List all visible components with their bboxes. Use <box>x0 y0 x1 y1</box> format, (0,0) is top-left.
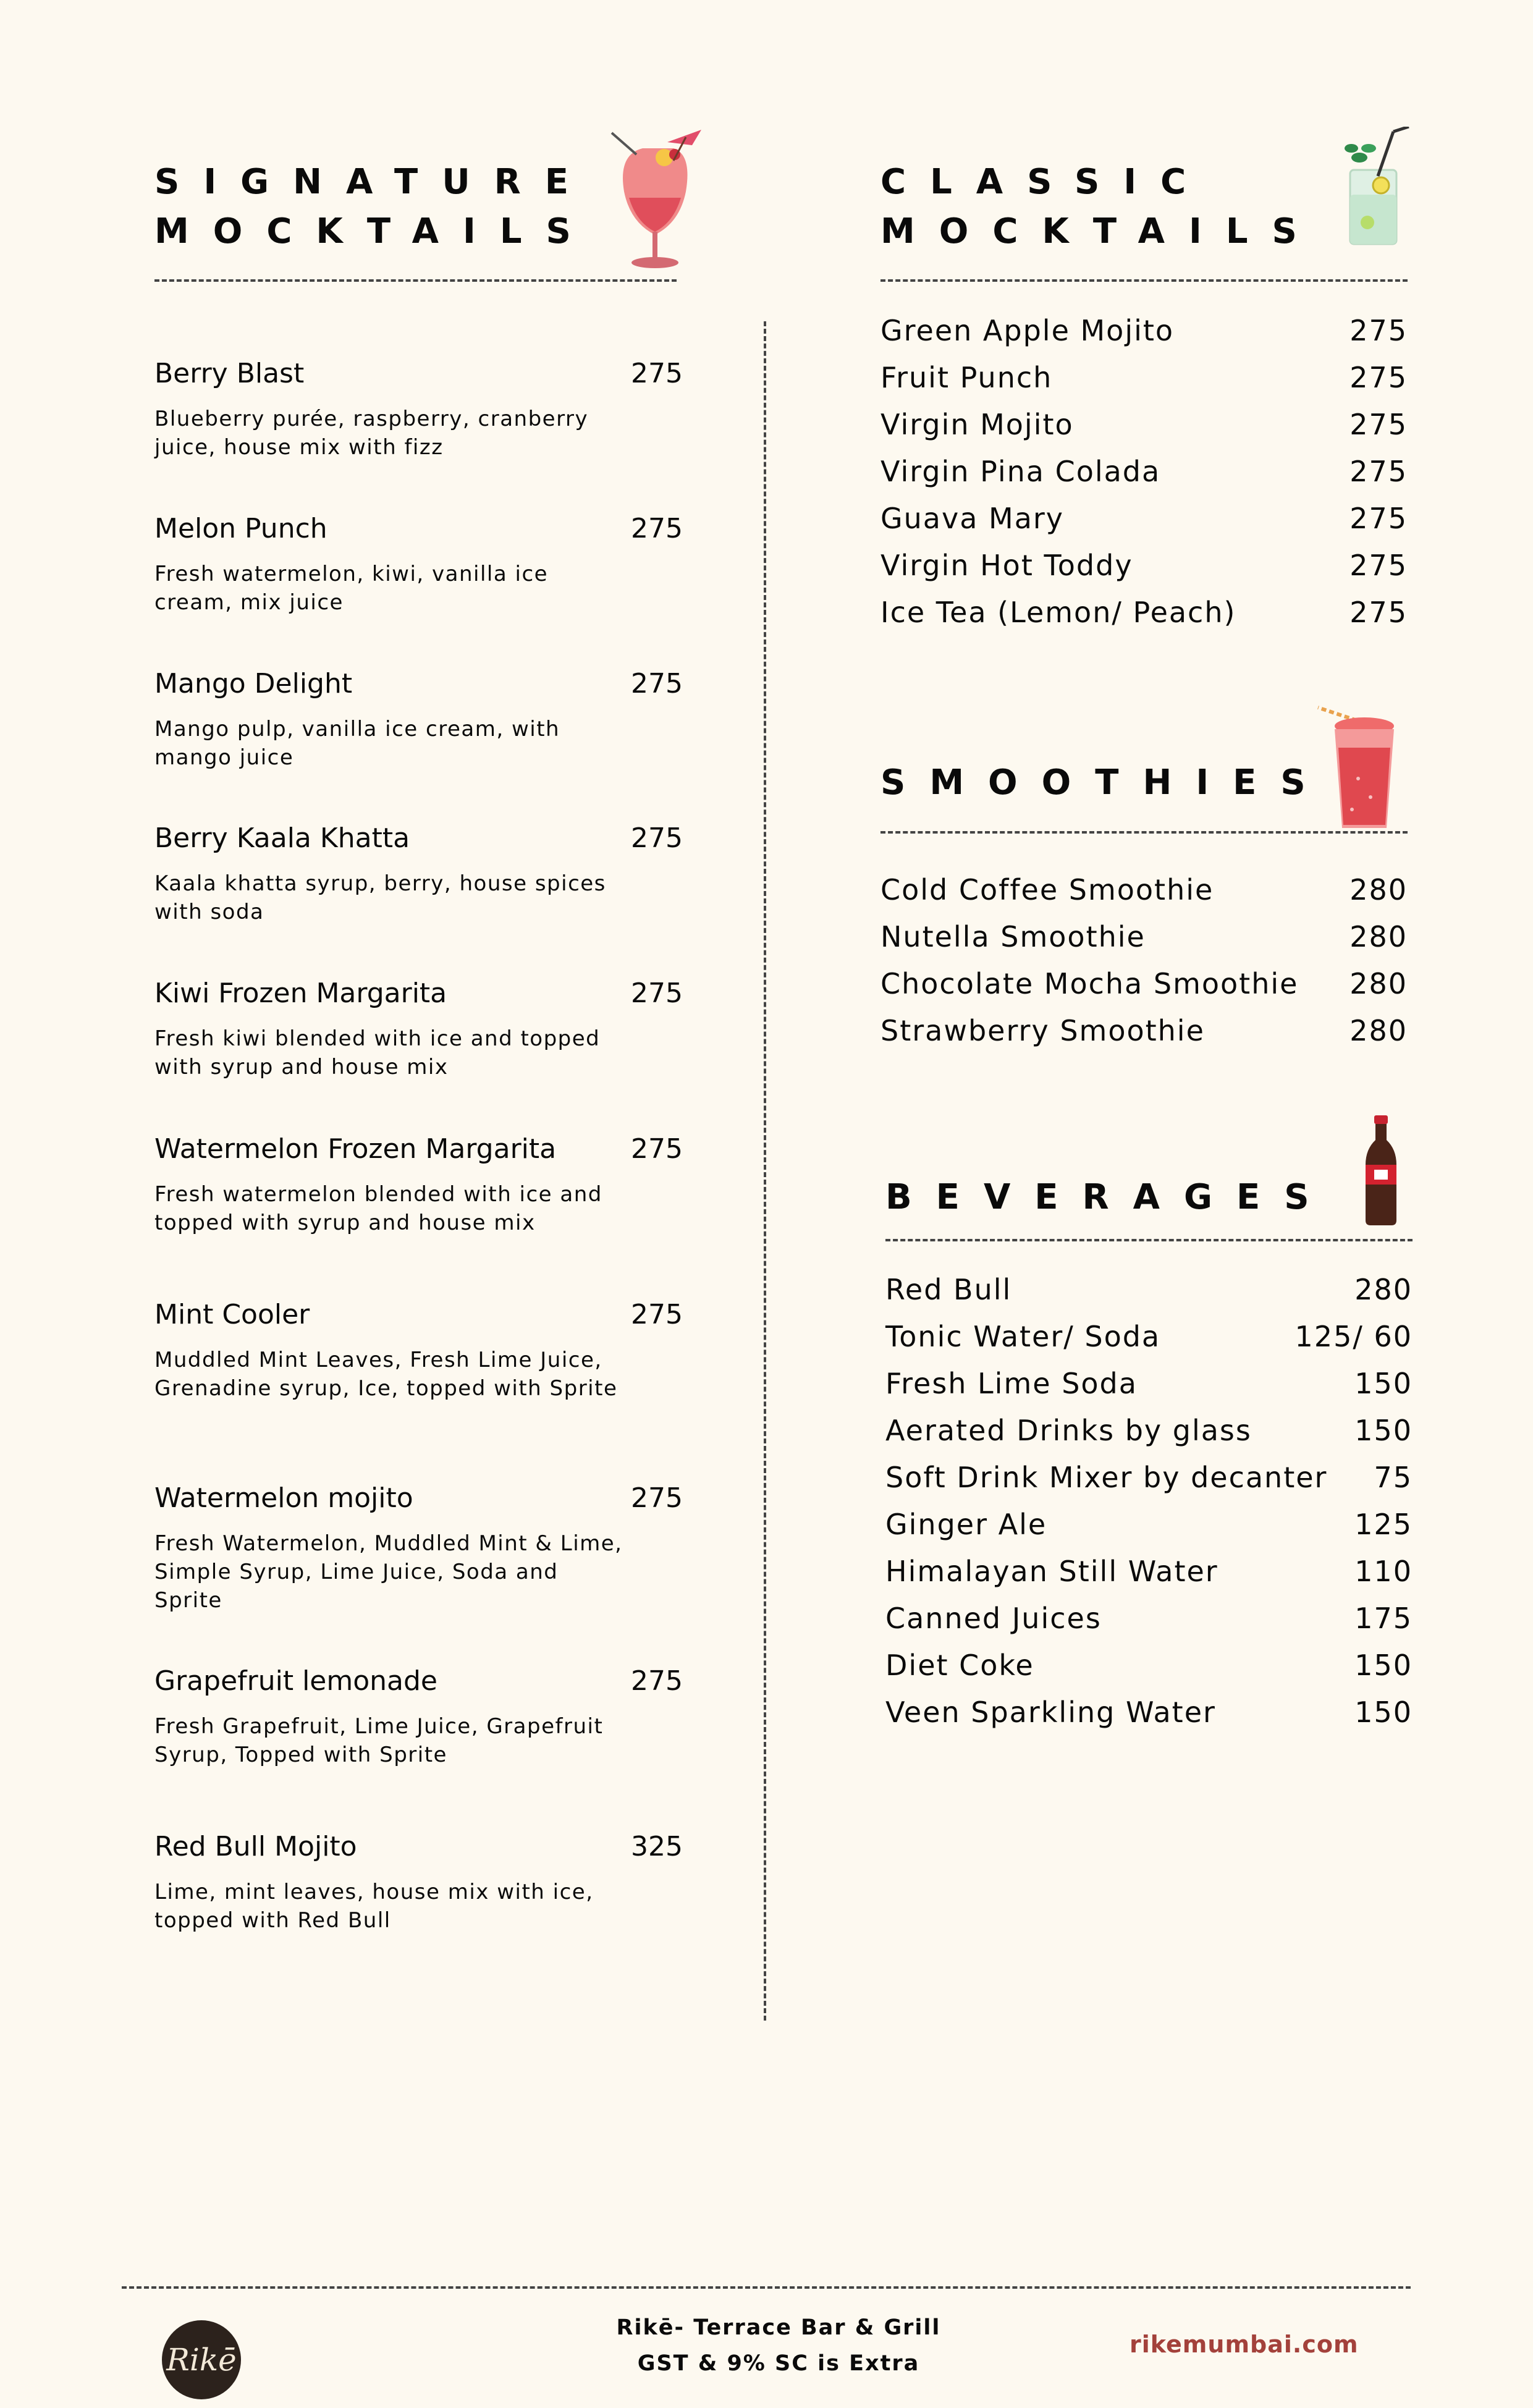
item-price: 275 <box>631 1133 683 1165</box>
list-item <box>885 1649 1413 1692</box>
item-name: Virgin Pina Colada <box>881 455 1161 488</box>
item-description: Kaala khatta syrup, berry, house spices with soda <box>154 871 606 924</box>
menu-item <box>154 1663 683 1769</box>
item-description: Lime, mint leaves, house mix with ice, topped with Red Bull <box>154 1880 594 1933</box>
item-price: 275 <box>631 822 683 854</box>
item-name: Himalayan Still Water <box>885 1555 1218 1588</box>
menu-item <box>154 975 683 1081</box>
item-name: Canned Juices <box>885 1602 1102 1635</box>
item-price: 175 <box>1354 1602 1413 1635</box>
beverages-heading: BEVERAGES <box>885 1177 1333 1217</box>
column-divider <box>764 321 766 2021</box>
item-price: 275 <box>631 358 683 389</box>
item-name: Berry Blast <box>154 358 305 389</box>
item-name: Watermelon Frozen Margarita <box>154 1133 557 1165</box>
item-name: Fruit Punch <box>881 361 1053 394</box>
list-item <box>885 1508 1413 1551</box>
item-price: 75 <box>1374 1461 1413 1494</box>
item-price: 125/ 60 <box>1294 1320 1413 1353</box>
list-item <box>881 549 1408 592</box>
item-price: 275 <box>1349 502 1408 535</box>
list-item <box>885 1461 1413 1504</box>
menu-item <box>154 1480 683 1615</box>
item-price: 275 <box>631 1299 683 1330</box>
list-item <box>881 967 1408 1010</box>
classic-heading-line2: MOCKTAILS <box>881 211 1321 251</box>
item-description: Fresh watermelon blended with ice and topped with syrup and house mix <box>154 1182 602 1235</box>
item-price: 150 <box>1354 1649 1413 1682</box>
list-item <box>885 1696 1413 1739</box>
item-price: 280 <box>1349 920 1408 953</box>
item-price: 275 <box>631 1665 683 1697</box>
signature-heading-line1: SIGNATURE <box>154 162 593 202</box>
list-item <box>885 1320 1413 1363</box>
menu-item <box>154 820 683 926</box>
menu-item <box>154 1131 683 1237</box>
item-name: Strawberry Smoothie <box>881 1014 1205 1047</box>
list-item <box>881 361 1408 404</box>
item-description: Mango pulp, vanilla ice cream, with mango juice <box>154 717 560 770</box>
item-price: 275 <box>1349 455 1408 488</box>
item-price: 150 <box>1354 1696 1413 1729</box>
item-name: Soft Drink Mixer by decanter <box>885 1461 1328 1494</box>
item-price: 110 <box>1354 1555 1413 1588</box>
signature-heading-line2: MOCKTAILS <box>154 211 595 251</box>
list-item <box>881 596 1408 639</box>
item-description: Fresh Watermelon, Muddled Mint & Lime, Simple Syrup, Lime Juice, Soda and Sprite <box>154 1531 623 1613</box>
classic-separator <box>881 279 1408 282</box>
item-name: Tonic Water/ Soda <box>885 1320 1161 1353</box>
item-price: 275 <box>1349 549 1408 582</box>
item-name: Red Bull Mojito <box>154 1831 357 1862</box>
list-item <box>885 1555 1413 1598</box>
item-name: Berry Kaala Khatta <box>154 822 410 854</box>
menu-item <box>154 665 683 772</box>
mojito-glass-icon <box>1338 127 1418 250</box>
item-name: Watermelon mojito <box>154 1482 413 1514</box>
item-name: Cold Coffee Smoothie <box>881 873 1214 906</box>
item-name: Mango Delight <box>154 668 353 699</box>
cola-bottle-icon <box>1359 1115 1403 1227</box>
logo-text: Rikē <box>166 2342 237 2378</box>
smoothies-heading: SMOOTHIES <box>881 763 1330 803</box>
item-name: Melon Punch <box>154 513 327 544</box>
item-name: Ice Tea (Lemon/ Peach) <box>881 596 1236 629</box>
item-price: 325 <box>631 1831 683 1862</box>
item-name: Aerated Drinks by glass <box>885 1414 1252 1447</box>
item-name: Fresh Lime Soda <box>885 1367 1138 1400</box>
item-name: Nutella Smoothie <box>881 920 1146 953</box>
item-name: Red Bull <box>885 1273 1012 1306</box>
list-item <box>881 455 1408 498</box>
footer-info <box>562 2310 995 2381</box>
menu-item <box>154 510 683 617</box>
smoothie-cup-icon <box>1315 704 1408 834</box>
item-price: 275 <box>1349 361 1408 394</box>
item-price: 275 <box>631 1482 683 1514</box>
list-item <box>881 1014 1408 1057</box>
item-name: Virgin Mojito <box>881 408 1074 441</box>
item-name: Veen Sparkling Water <box>885 1696 1216 1729</box>
item-description: Fresh Grapefruit, Lime Juice, Grapefruit Syrup, Topped with Sprite <box>154 1714 604 1767</box>
item-name: Mint Cooler <box>154 1299 310 1330</box>
item-price: 150 <box>1354 1414 1413 1447</box>
item-description: Fresh watermelon, kiwi, vanilla ice cream, mix juice <box>154 562 549 615</box>
list-item <box>885 1414 1413 1457</box>
list-item <box>881 502 1408 545</box>
item-name: Diet Coke <box>885 1649 1034 1682</box>
item-name: Ginger Ale <box>885 1508 1047 1541</box>
list-item <box>881 873 1408 916</box>
item-name: Kiwi Frozen Margarita <box>154 978 447 1009</box>
item-price: 275 <box>1349 596 1408 629</box>
list-item <box>881 314 1408 357</box>
item-price: 275 <box>1349 408 1408 441</box>
item-price: 275 <box>631 668 683 699</box>
item-name: Green Apple Mojito <box>881 314 1175 347</box>
item-description: Blueberry purée, raspberry, cranberry juice, house mix with fizz <box>154 407 589 460</box>
item-price: 150 <box>1354 1367 1413 1400</box>
list-item <box>881 408 1408 451</box>
website-link[interactable]: rikemumbai.com <box>1130 2331 1359 2358</box>
rike-logo <box>162 2320 241 2399</box>
item-name: Virgin Hot Toddy <box>881 549 1133 582</box>
item-name: Chocolate Mocha Smoothie <box>881 967 1299 1000</box>
list-item <box>885 1602 1413 1645</box>
item-price: 280 <box>1349 967 1408 1000</box>
item-price: 280 <box>1354 1273 1413 1306</box>
menu-item <box>154 1828 683 1935</box>
cocktail-glass-icon <box>599 130 711 278</box>
item-price: 275 <box>1349 314 1408 347</box>
classic-heading-line1: CLASSIC <box>881 162 1210 202</box>
classic-mocktails-section <box>881 158 1412 256</box>
item-price: 280 <box>1349 1014 1408 1047</box>
menu-item <box>154 1296 683 1403</box>
item-price: 275 <box>631 978 683 1009</box>
item-description: Muddled Mint Leaves, Fresh Lime Juice, Grenadine syrup, Ice, topped with Sprite <box>154 1348 618 1401</box>
item-name: Grapefruit lemonade <box>154 1665 438 1697</box>
footer-tax-note: GST & 9% SC is Extra <box>637 2351 920 2376</box>
footer-separator <box>122 2286 1411 2289</box>
list-item <box>885 1367 1413 1410</box>
footer-venue: Rikē- Terrace Bar & Grill <box>616 2315 941 2340</box>
classic-heading <box>881 158 1412 256</box>
menu-item <box>154 355 683 462</box>
item-price: 280 <box>1349 873 1408 906</box>
signature-separator <box>154 279 677 282</box>
list-item <box>881 920 1408 963</box>
beverages-separator <box>885 1239 1413 1241</box>
item-description: Fresh kiwi blended with ice and topped with syrup and house mix <box>154 1026 601 1079</box>
item-price: 125 <box>1354 1508 1413 1541</box>
item-price: 275 <box>631 513 683 544</box>
item-name: Guava Mary <box>881 502 1065 535</box>
list-item <box>885 1273 1413 1316</box>
